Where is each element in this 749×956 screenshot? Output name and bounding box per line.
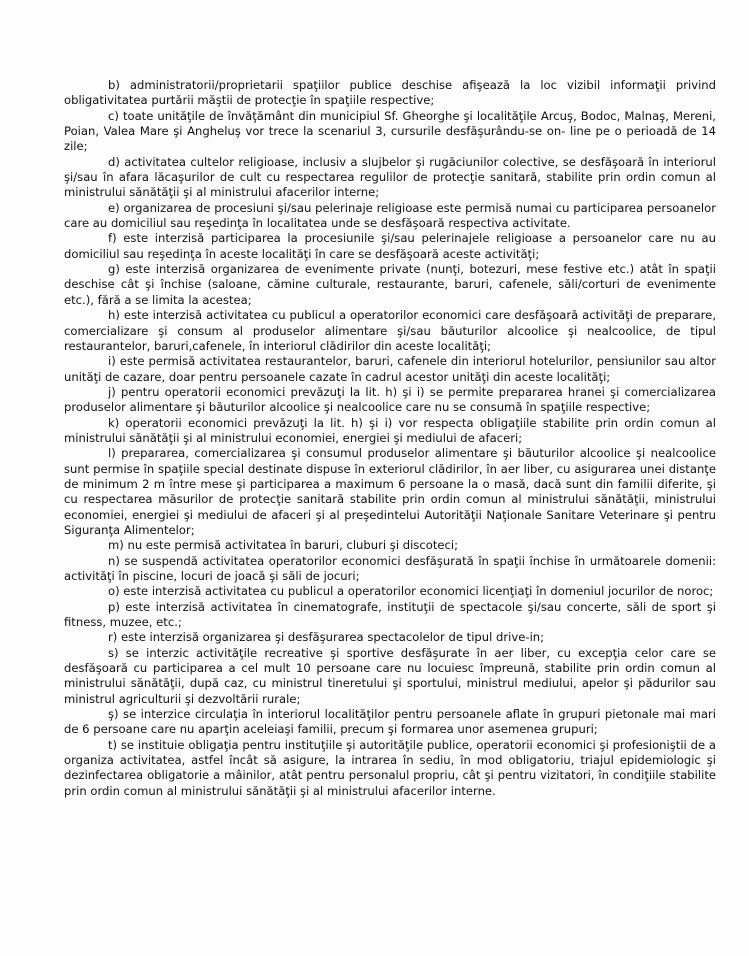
- paragraph-s: s) se interzic activităţile recreative şi sportive desfăşurate în aer liber, cu excepţia celor care se desfăşoară cu participarea a cel mult 10 persoane care nu locuiesc împreună, stabilite prin ordin comun al ministrului sănătăţii, după caz, cu ministrul tineretului şi sportului, ministrul mediului, apelor şi pădurilor sau ministrul agriculturii şi dezvoltării rurale;: [64, 645, 716, 706]
- paragraph-c: c) toate unităţile de învăţământ din municipiul Sf. Gheorghe şi localităţile Arcuş, Bodoc, Malnaş, Mereni, Poian, Valea Mare şi Angheluş vor trece la scenariul 3, cursurile desfăşurându-se on- line pe o perioadă de 14 zile;: [64, 108, 716, 154]
- paragraph-j: j) pentru operatorii economici prevăzuţi la lit. h) şi i) se permite prepararea hranei şi comercializarea produselor alimentare şi băuturilor alcoolice şi nealcoolice care nu se consumă în spaţiile respective;: [64, 384, 716, 415]
- paragraph-k: k) operatorii economici prevăzuţi la lit. h) şi i) vor respecta obligaţiile stabilite prin ordin comun al ministrului sănătăţii şi al ministrului economiei, energiei şi mediului de afaceri;: [64, 415, 716, 445]
- paragraph-d: d) activitatea cultelor religioase, inclusiv a slujbelor şi rugăciunilor colective, se desfăşoară în interiorul şi/sau în afara lăcaşurilor de cult cu respectarea regulilor de protecţie sanitară, stabilite prin ordin comun al ministrului sănătăţii şi al ministrului afacerilor interne;: [64, 154, 716, 200]
- paragraph-f: f) este interzisă participarea la procesiunile şi/sau pelerinajele religioase a persoanelor care nu au domiciliul sau reşedinţa în aceste localităţi în care se desfăşoară aceste activităţi;: [64, 231, 716, 261]
- paragraph-o: o) este interzisă activitatea cu publicul a operatorilor economici licenţiaţi în domeniul jocurilor de noroc;: [108, 584, 714, 599]
- paragraph-t: t) se instituie obligaţia pentru instituţiile şi autorităţile publice, operatorii economici şi profesioniştii de a organiza activitatea, astfel încât să asigure, la intrarea în sediu, în mod obligatoriu, triajul epidemiologic şi dezinfectarea obligatorie a mâinilor, atât pentru personalul propriu, cât şi pentru vizitatori, în condiţiile stabilite prin ordin comun al ministrului sănătăţii şi al ministrului afacerilor interne.: [64, 737, 716, 798]
- paragraph-n: n) se suspendă activitatea operatorilor economici desfăşurată în spaţii închise în următoarele domenii: activităţi în piscine, locuri de joacă şi săli de jocuri;: [64, 553, 716, 583]
- document-body: [64, 78, 716, 799]
- paragraph-m: m) nu este permisă activitatea în baruri, cluburi şi discoteci;: [108, 538, 458, 553]
- paragraph-l: l) prepararea, comercializarea şi consumul produselor alimentare şi băuturilor alcoolice şi nealcoolice sunt permise în spaţiile special destinate dispuse în exteriorul clădirilor, în aer liber, cu asigurarea unei distanţe de minimum 2 m între mese şi participarea a maximum 6 persoane la o masă, dacă sunt din familii diferite, şi cu respectarea măsurilor de protecţie sanitară stabilite prin ordin comun al ministrului sănătăţii, ministrului economiei, energiei şi mediului de afaceri şi al preşedintelui Autorităţii Naţionale Sanitare Veterinare şi pentru Siguranţa Alimentelor;: [64, 446, 716, 537]
- paragraph-r: r) este interzisă organizarea şi desfăşurarea spectacolelor de tipul drive-in;: [108, 630, 545, 645]
- paragraph-p: p) este interzisă activitatea în cinematografe, instituţii de spectacole şi/sau concerte, săli de sport şi fitness, muzee, etc.;: [64, 599, 716, 630]
- paragraph-s-comma: ş) se interzice circulaţia în interiorul localităţilor pentru persoanele aflate în grupuri pietonale mai mari de 6 persoane care nu aparţin aceleiaşi familii, precum şi formarea unor asemenea grupuri;: [64, 707, 716, 737]
- paragraph-b: b) administratorii/proprietarii spaţiilor publice deschise afişează la loc vizibil informaţii privind obligativitatea purtării măştii de protecţie în spaţiile respective;: [64, 78, 716, 108]
- paragraph-g: g) este interzisă organizarea de evenimente private (nunţi, botezuri, mese festive etc.) atât în spaţii deschise cât şi închise (saloane, cămine culturale, restaurante, baruri, cafenele, săli/corturi de evenimente etc.), fără a se limita la acestea;: [64, 262, 716, 307]
- paragraph-e: e) organizarea de procesiuni şi/sau pelerinaje religioase este permisă numai cu participarea persoanelor care au domiciliul sau reşedinţa în localitatea unde se desfăşoară respectiva activitate.: [64, 200, 716, 231]
- paragraph-i: i) este permisă activitatea restaurantelor, baruri, cafenele din interiorul hotelurilor, pensiunilor sau altor unităţi de cazare, doar pentru persoanele cazate în cadrul acestor unităţi din aceste localităţi;: [64, 354, 716, 384]
- paragraph-h: h) este interzisă activitatea cu publicul a operatorilor economici care desfăşoară activităţi de preparare, comercializare şi consum al produselor alimentare şi/sau băuturilor alcoolice şi nealcoolice, de tipul restaurantelor, baruri,cafenele, în interiorul clădirilor din aceste localităţi;: [64, 308, 716, 353]
